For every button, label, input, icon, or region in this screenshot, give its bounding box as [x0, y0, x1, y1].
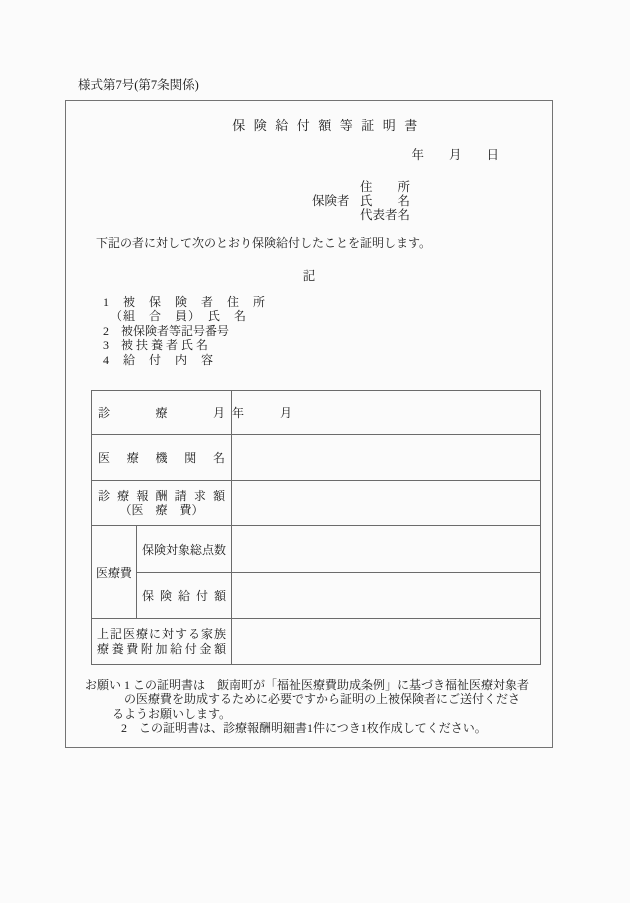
- notes-block: [85, 678, 529, 735]
- medical-institution-value-cell: [232, 435, 541, 481]
- table-row-family-benefit: [92, 619, 541, 665]
- table-row-medical-institution: [92, 435, 541, 481]
- family-benefit-value-cell: [232, 619, 541, 665]
- list-item-dependent-name: 3 被 扶 養 者 氏 名: [103, 338, 209, 353]
- issuer-name-line: 氏 名: [360, 193, 411, 208]
- insured-total-points-value-cell: [232, 526, 541, 573]
- issuer-block: [312, 181, 410, 222]
- claim-amount-label-cell: [92, 481, 232, 526]
- table-row-insurance-benefit: [92, 573, 541, 619]
- issuer-representative-line: 代表者名: [360, 207, 411, 222]
- family-benefit-label-line2: 療養費附加給付金額: [97, 641, 227, 656]
- issue-date-line: 年 月 日: [411, 148, 499, 162]
- medical-cost-group-label-cell: [92, 526, 137, 619]
- family-benefit-label-cell: [92, 619, 232, 665]
- claim-amount-label-line1: 診療報酬請求額: [98, 488, 226, 503]
- claim-amount-value-cell: [232, 481, 541, 526]
- benefit-items-list: [103, 295, 266, 367]
- insurance-benefit-value-cell: [232, 573, 541, 619]
- insured-total-points-label: 保険対象総点数: [142, 542, 227, 557]
- insured-total-points-label-cell: [137, 526, 232, 573]
- note-line-2: の医療費を助成するために必要ですから証明の上被保険者にご送付くださ: [85, 692, 521, 707]
- list-item-benefit-content: 4 給 付 内 容: [103, 352, 215, 367]
- medical-institution-label-cell: [92, 435, 232, 481]
- family-benefit-label-line1: 上記医療に対する家族: [97, 627, 227, 641]
- claim-amount-label-line2: （医 療 費）: [119, 503, 204, 517]
- note-line-4: 2 この証明書は、診療報酬明細書1件につき1枚作成してください。: [85, 720, 487, 735]
- note-line-1: お願い 1 この証明書は 飯南町が「福祉医療費助成条例」に基づき福祉医療対象者: [85, 678, 530, 692]
- issuer-lines: [360, 181, 410, 222]
- form-number-label: 様式第7号(第7条関係): [78, 78, 199, 92]
- medical-cost-group-label: 医療費: [95, 565, 132, 580]
- list-item-insured-number: 2 被保険者等記号番号: [103, 323, 230, 338]
- certification-statement: 下記の者に対して次のとおり保険給付したことを証明します。: [96, 236, 432, 250]
- treatment-month-value-cell: 年 月: [232, 391, 541, 435]
- medical-institution-label: 医療機関名: [98, 451, 226, 465]
- certificate-title: 保険給付額等証明書: [232, 118, 426, 133]
- note-line-3: るようお願いします。: [85, 706, 232, 721]
- list-item-insured-address: 1 被 保 険 者 住 所: [103, 295, 267, 309]
- treatment-month-label: 診療月: [98, 406, 226, 420]
- insurance-benefit-label-cell: [137, 573, 232, 619]
- section-heading-ki: 記: [302, 269, 316, 283]
- list-item-member-name: （組 合 員） 氏 名: [103, 309, 248, 324]
- issuer-address-line: 住 所: [360, 180, 411, 194]
- table-row-insured-total-points: [92, 526, 541, 573]
- benefit-table: [91, 390, 541, 665]
- treatment-month-label-cell: [92, 391, 232, 435]
- insurance-benefit-label: 保険給付額: [142, 589, 227, 603]
- table-row-claim-amount: [92, 481, 541, 526]
- table-row-treatment-month: [92, 391, 541, 435]
- issuer-label: 保険者: [312, 193, 350, 208]
- certificate-sheet: [65, 100, 553, 748]
